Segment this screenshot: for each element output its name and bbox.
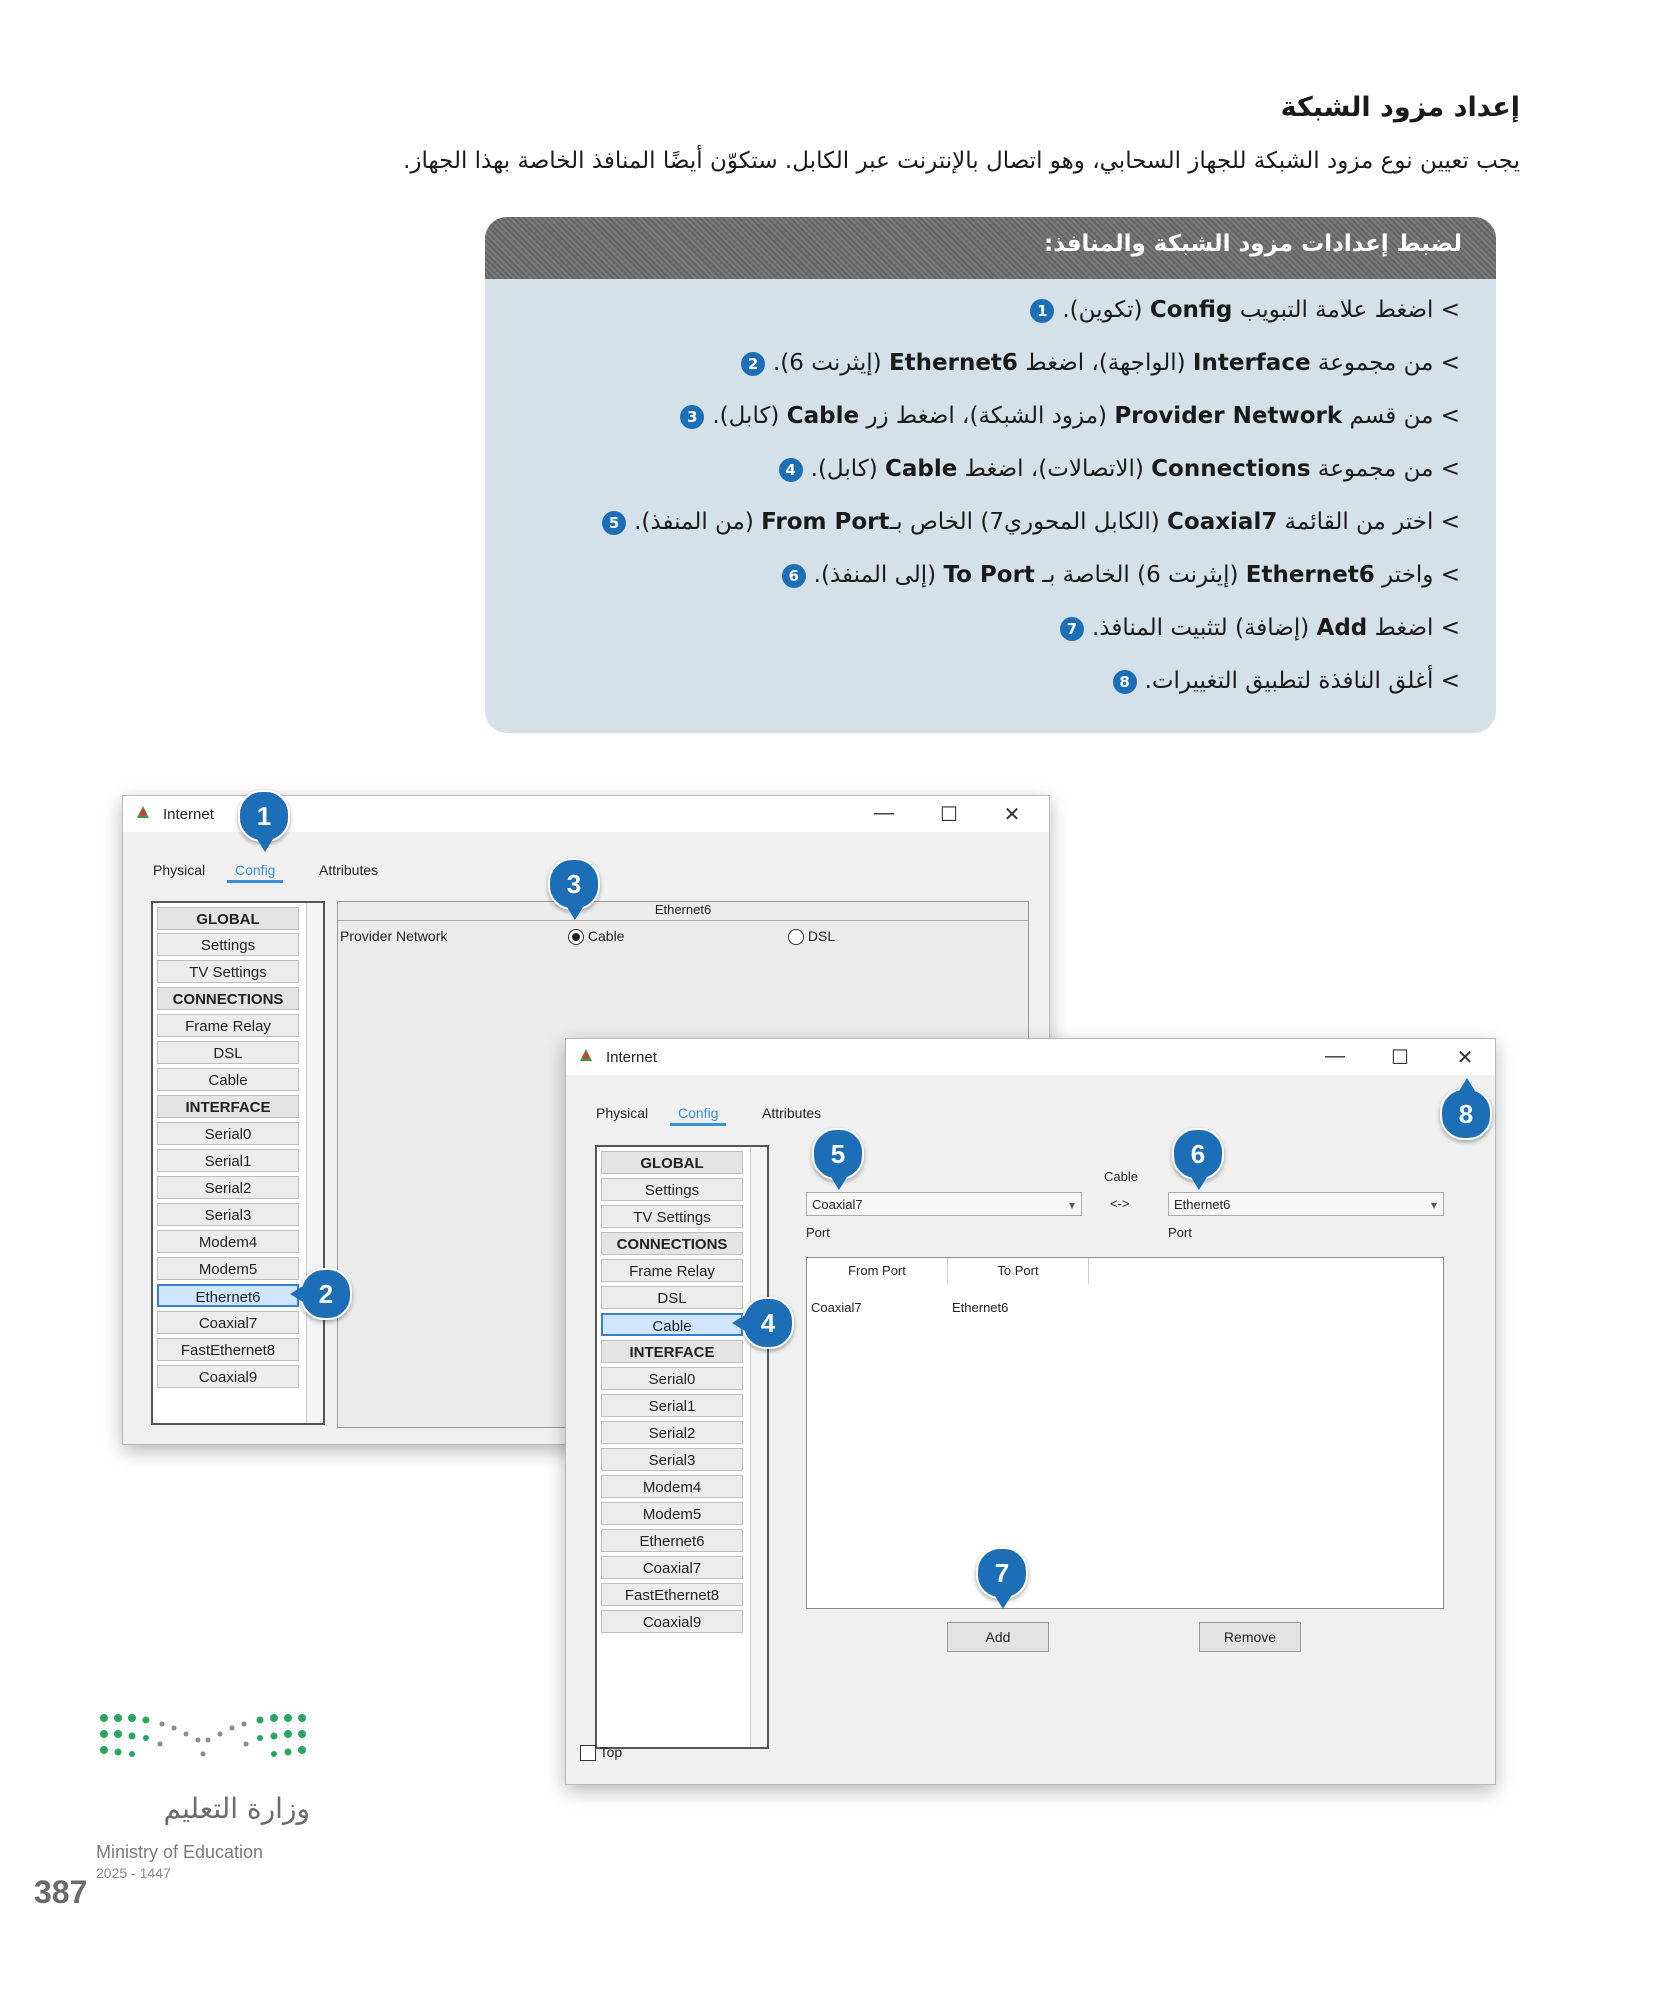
step-number-badge: 2 <box>741 352 765 376</box>
sidebar-item-tv-settings[interactable]: TV Settings <box>157 960 299 983</box>
row-from-port[interactable]: Coaxial7 <box>811 1300 862 1315</box>
to-port-value: Ethernet6 <box>1174 1197 1231 1212</box>
remove-button[interactable]: Remove <box>1199 1622 1301 1652</box>
instruction-step-5: > اختر من القائمة Coaxial7 (الكابل المحوري7) الخاص بـFrom Port (من المنفذ).5 <box>602 509 1460 535</box>
sidebar-header-global: GLOBAL <box>601 1151 743 1174</box>
add-button[interactable]: Add <box>947 1622 1049 1652</box>
sidebar-item-dsl[interactable]: DSL <box>601 1286 743 1309</box>
sidebar-item-serial2[interactable]: Serial2 <box>157 1176 299 1199</box>
sidebar-item-coaxial7[interactable]: Coaxial7 <box>157 1311 299 1334</box>
maximize-icon[interactable]: ☐ <box>1391 1047 1409 1069</box>
instruction-step-3: > من قسم Provider Network (مزود الشبكة)، اضغط زر Cable (كابل).3 <box>680 403 1460 429</box>
instruction-step-2: > من مجموعة Interface (الواجهة)، اضغط Ethernet6 (إيثرنت 6).2 <box>741 350 1460 376</box>
ministry-name-ar: وزارة التعليم <box>163 1792 310 1825</box>
instruction-step-4: > من مجموعة Connections (الاتصالات)، اضغط Cable (كابل).4 <box>779 456 1460 482</box>
sidebar-header-interface: INTERFACE <box>601 1340 743 1363</box>
intro-paragraph: يجب تعيين نوع مزود الشبكة للجهاز السحابي، وهو اتصال بالإنترنت عبر الكابل. ستكوّن أيضًا المنافذ الخاصة بهذا الجهاز. <box>403 148 1520 174</box>
sidebar-item-cable[interactable]: Cable <box>157 1068 299 1091</box>
callout-badge-7: 7 <box>976 1547 1028 1599</box>
app-icon <box>578 1047 594 1063</box>
callout-badge-6: 6 <box>1172 1128 1224 1180</box>
sidebar-header-connections: CONNECTIONS <box>601 1232 743 1255</box>
tab-config[interactable]: Config <box>227 862 283 883</box>
tab-physical[interactable]: Physical <box>153 862 206 878</box>
from-port-select[interactable] <box>806 1192 1082 1216</box>
column-header-to-port: To Port <box>948 1258 1089 1284</box>
app-icon <box>135 804 151 820</box>
year-label: 2025 - 1447 <box>96 1865 171 1881</box>
radio-cable-label: Cable <box>587 928 625 944</box>
window-titlebar <box>566 1039 1495 1075</box>
sidebar-item-serial3[interactable]: Serial3 <box>157 1203 299 1226</box>
sidebar-item-coaxial9[interactable]: Coaxial9 <box>157 1365 299 1388</box>
step-number-badge: 1 <box>1030 299 1054 323</box>
callout-badge-2: 2 <box>300 1268 352 1320</box>
sidebar-item-ethernet6[interactable]: Ethernet6 <box>157 1284 299 1307</box>
sidebar-item-serial0[interactable]: Serial0 <box>601 1367 743 1390</box>
radio-dsl[interactable] <box>788 928 835 945</box>
ministry-name-en: Ministry of Education <box>96 1842 264 1862</box>
sidebar-item-serial1[interactable]: Serial1 <box>601 1394 743 1417</box>
sidebar-scrollbar[interactable] <box>306 903 323 1423</box>
instructions-box <box>485 217 1496 733</box>
sidebar-item-tv-settings[interactable]: TV Settings <box>601 1205 743 1228</box>
sidebar-item-serial1[interactable]: Serial1 <box>157 1149 299 1172</box>
instruction-step-8: > أغلق النافذة لتطبيق التغييرات.8 <box>1113 668 1460 694</box>
panel-title: Ethernet6 <box>338 902 1028 921</box>
instruction-step-6: > واختر Ethernet6 (إيثرنت 6) الخاصة بـ To Port (إلى المنفذ).6 <box>782 562 1460 588</box>
callout-badge-1: 1 <box>238 790 290 842</box>
page-number: 387 <box>34 1874 88 1910</box>
sidebar-item-modem4[interactable]: Modem4 <box>601 1475 743 1498</box>
top-checkbox[interactable] <box>580 1744 622 1761</box>
sidebar-item-modem4[interactable]: Modem4 <box>157 1230 299 1253</box>
step-number-badge: 8 <box>1113 670 1137 694</box>
sidebar-item-coaxial9[interactable]: Coaxial9 <box>601 1610 743 1633</box>
sidebar-item-settings[interactable]: Settings <box>601 1178 743 1201</box>
sidebar-item-frame-relay[interactable]: Frame Relay <box>157 1014 299 1037</box>
sidebar-scrollbar[interactable] <box>750 1147 767 1747</box>
chevron-down-icon: ▾ <box>1068 1198 1075 1212</box>
top-checkbox-label: Top <box>599 1744 623 1760</box>
close-icon[interactable]: ✕ <box>1456 1047 1474 1069</box>
cable-arrow: <-> <box>1110 1196 1130 1211</box>
cable-label: Cable <box>1104 1169 1138 1184</box>
sidebar-item-modem5[interactable]: Modem5 <box>601 1502 743 1525</box>
window-title: Internet <box>163 806 214 823</box>
step-number-badge: 7 <box>1060 617 1084 641</box>
maximize-icon[interactable]: ☐ <box>940 804 958 826</box>
sidebar-item-settings[interactable]: Settings <box>157 933 299 956</box>
callout-badge-3: 3 <box>548 858 600 910</box>
sidebar-item-serial3[interactable]: Serial3 <box>601 1448 743 1471</box>
step-number-badge: 6 <box>782 564 806 588</box>
window-title: Internet <box>606 1049 657 1066</box>
radio-cable[interactable] <box>568 928 624 945</box>
sidebar-item-fastethernet8[interactable]: FastEthernet8 <box>601 1583 743 1606</box>
sidebar-item-frame-relay[interactable]: Frame Relay <box>601 1259 743 1282</box>
provider-network-label: Provider Network <box>340 928 448 944</box>
sidebar-item-fastethernet8[interactable]: FastEthernet8 <box>157 1338 299 1361</box>
ministry-logo-icon <box>96 1710 310 1780</box>
chevron-down-icon: ▾ <box>1430 1198 1437 1212</box>
instruction-step-1: > اضغط علامة التبويب Config (تكوين).1 <box>1030 297 1460 323</box>
step-number-badge: 3 <box>680 405 704 429</box>
to-port-label: Port <box>1168 1225 1192 1240</box>
step-number-badge: 5 <box>602 511 626 535</box>
tab-attributes[interactable]: Attributes <box>319 862 379 878</box>
tab-attributes[interactable]: Attributes <box>762 1105 822 1121</box>
sidebar-item-serial2[interactable]: Serial2 <box>601 1421 743 1444</box>
sidebar-item-dsl[interactable]: DSL <box>157 1041 299 1064</box>
instructions-heading-bar <box>485 217 1496 279</box>
sidebar-item-cable[interactable]: Cable <box>601 1313 743 1336</box>
callout-badge-4: 4 <box>742 1297 794 1349</box>
section-title: إعداد مزود الشبكة <box>1280 92 1520 123</box>
from-port-label: Port <box>806 1225 830 1240</box>
radio-dsl-label: DSL <box>807 928 836 944</box>
minimize-icon[interactable]: — <box>1325 1045 1345 1067</box>
instruction-step-7: > اضغط Add (إضافة) لتثبيت المنافذ.7 <box>1060 615 1460 641</box>
to-port-select[interactable] <box>1168 1192 1444 1216</box>
sidebar-list <box>595 1145 769 1749</box>
ports-table <box>806 1257 1444 1609</box>
sidebar-list <box>151 901 325 1425</box>
sidebar-header-interface: INTERFACE <box>157 1095 299 1118</box>
column-header-from-port: From Port <box>807 1258 948 1284</box>
tab-config[interactable]: Config <box>670 1105 726 1126</box>
sidebar-header-connections: CONNECTIONS <box>157 987 299 1010</box>
step-number-badge: 4 <box>779 458 803 482</box>
instructions-heading: لضبط إعدادات مزود الشبكة والمنافذ: <box>1044 231 1462 257</box>
callout-badge-5: 5 <box>812 1128 864 1180</box>
from-port-value: Coaxial7 <box>812 1197 863 1212</box>
sidebar-item-serial0[interactable]: Serial0 <box>157 1122 299 1145</box>
sidebar-item-coaxial7[interactable]: Coaxial7 <box>601 1556 743 1579</box>
row-to-port[interactable]: Ethernet6 <box>952 1300 1009 1315</box>
sidebar-item-ethernet6[interactable]: Ethernet6 <box>601 1529 743 1552</box>
callout-badge-8: 8 <box>1440 1088 1492 1140</box>
sidebar-item-modem5[interactable]: Modem5 <box>157 1257 299 1280</box>
minimize-icon[interactable]: — <box>874 802 894 824</box>
internet-window-front <box>565 1038 1496 1785</box>
sidebar-header-global: GLOBAL <box>157 907 299 930</box>
tab-physical[interactable]: Physical <box>596 1105 649 1121</box>
close-icon[interactable]: ✕ <box>1003 804 1021 826</box>
